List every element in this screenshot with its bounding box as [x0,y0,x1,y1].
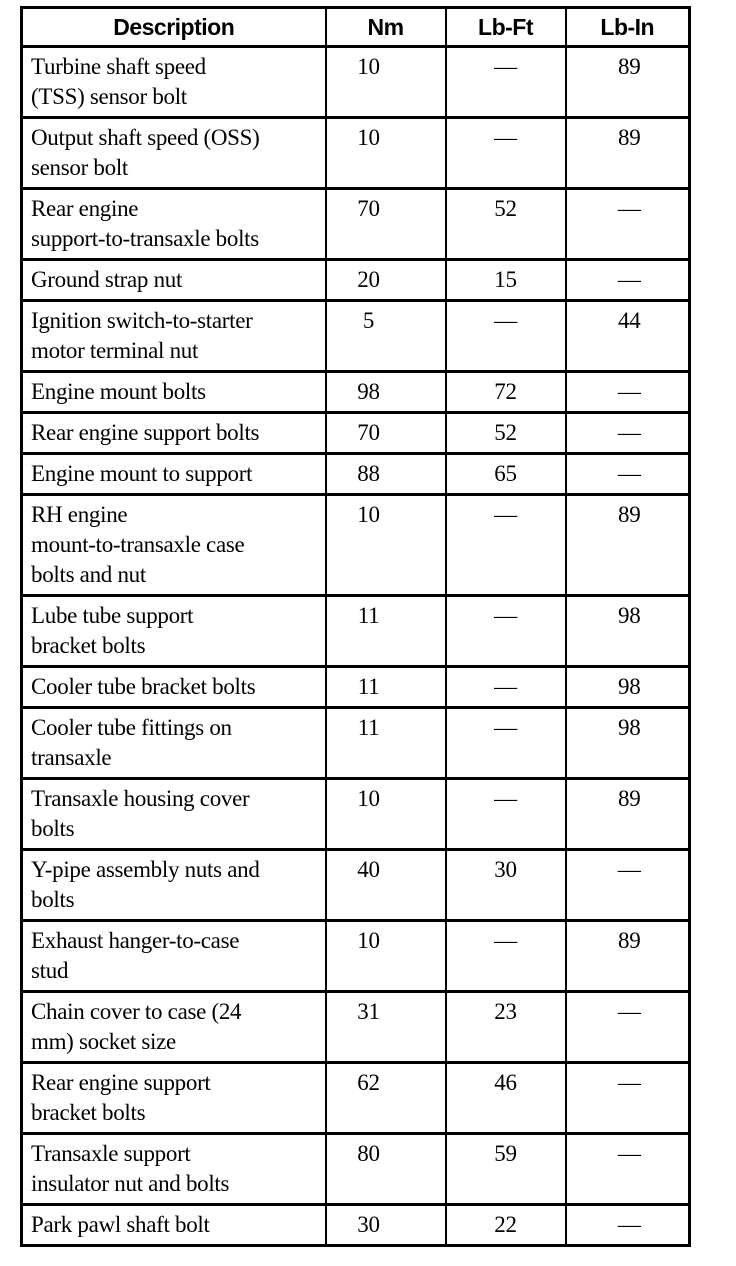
description-line: Exhaust hanger-to-case [31,928,240,953]
description-line: Transaxle support [31,1141,191,1166]
cell-lbin: — [566,454,690,495]
description-line: mm) socket size [31,1029,176,1054]
cell-description [22,454,326,495]
cell-description [22,850,326,921]
cell-lbin: 98 [566,667,690,708]
table-row [22,260,690,301]
cell-lbin: — [566,372,690,413]
cell-lbin: — [566,850,690,921]
cell-lbft: — [446,301,566,372]
description-line: (TSS) sensor bolt [31,84,187,109]
cell-lbin: — [566,1063,690,1134]
description-line: motor terminal nut [31,338,199,363]
cell-lbin: 89 [566,47,690,118]
description-line: Rear engine [31,196,139,221]
table-row [22,921,690,992]
description-line: bolts and nut [31,562,146,587]
cell-lbft: 22 [446,1205,566,1246]
cell-description [22,992,326,1063]
cell-lbin: 89 [566,118,690,189]
description-line: RH engine [31,502,128,527]
table-row [22,596,690,667]
table-row [22,301,690,372]
cell-lbin: 89 [566,495,690,596]
description-line: bolts [31,816,75,841]
description-line: mount-to-transaxle case [31,532,245,557]
table-row [22,1134,690,1205]
description-line: bolts [31,887,75,912]
cell-description [22,301,326,372]
table-row [22,992,690,1063]
cell-nm: 11 [326,667,446,708]
torque-spec-table [20,6,691,1247]
description-line: stud [31,958,69,983]
cell-lbin: — [566,260,690,301]
cell-lbin: 98 [566,596,690,667]
cell-description [22,921,326,992]
cell-lbft: 46 [446,1063,566,1134]
description-line: Park pawl shaft bolt [31,1212,210,1237]
cell-lbft: — [446,47,566,118]
header-lbft: Lb-Ft [446,8,566,47]
description-line: bracket bolts [31,1100,146,1125]
cell-lbft: — [446,667,566,708]
cell-lbin: — [566,1205,690,1246]
cell-description [22,47,326,118]
description-line: transaxle [31,745,112,770]
cell-nm: 98 [326,372,446,413]
description-line: bracket bolts [31,633,146,658]
cell-lbft: 72 [446,372,566,413]
description-line: Ignition switch-to-starter [31,308,253,333]
cell-nm: 10 [326,495,446,596]
cell-lbft: 23 [446,992,566,1063]
cell-description [22,1205,326,1246]
cell-lbft: — [446,779,566,850]
table-row [22,47,690,118]
description-line: support-to-transaxle bolts [31,226,259,251]
cell-description [22,372,326,413]
table-body [22,47,690,1246]
cell-nm: 11 [326,596,446,667]
table-header [22,8,690,47]
table-row [22,189,690,260]
cell-description [22,413,326,454]
cell-nm: 11 [326,708,446,779]
cell-lbft: 59 [446,1134,566,1205]
cell-description [22,495,326,596]
cell-description [22,779,326,850]
table-row [22,413,690,454]
table-row [22,454,690,495]
cell-lbft: 15 [446,260,566,301]
cell-nm: 10 [326,47,446,118]
cell-nm: 30 [326,1205,446,1246]
cell-description [22,596,326,667]
cell-lbin: 44 [566,301,690,372]
table-row [22,118,690,189]
cell-nm: 80 [326,1134,446,1205]
description-line: Engine mount bolts [31,379,206,404]
description-line: Rear engine support bolts [31,420,260,445]
description-line: Chain cover to case (24 [31,999,242,1024]
table-row [22,708,690,779]
table-row [22,1205,690,1246]
cell-nm: 70 [326,189,446,260]
cell-lbft: — [446,921,566,992]
cell-nm: 40 [326,850,446,921]
cell-description [22,1134,326,1205]
table-row [22,779,690,850]
header-description: Description [22,8,326,47]
cell-nm: 10 [326,779,446,850]
description-line: Cooler tube bracket bolts [31,674,256,699]
description-line: Rear engine support [31,1070,211,1095]
cell-lbft: — [446,708,566,779]
cell-lbft: — [446,596,566,667]
cell-nm: 10 [326,118,446,189]
cell-lbin: — [566,1134,690,1205]
table-row [22,372,690,413]
description-line: Engine mount to support [31,461,253,486]
cell-lbft: — [446,118,566,189]
cell-nm: 70 [326,413,446,454]
cell-description [22,189,326,260]
header-row [22,8,690,47]
cell-nm: 10 [326,921,446,992]
cell-lbin: — [566,992,690,1063]
table-row [22,1063,690,1134]
cell-description [22,708,326,779]
description-line: insulator nut and bolts [31,1171,230,1196]
table-row [22,850,690,921]
description-line: Turbine shaft speed [31,54,206,79]
description-line: sensor bolt [31,155,128,180]
description-line: Output shaft speed (OSS) [31,125,260,150]
header-nm: Nm [326,8,446,47]
description-line: Transaxle housing cover [31,786,250,811]
cell-lbin: — [566,189,690,260]
cell-nm: 88 [326,454,446,495]
header-lbin: Lb-In [566,8,690,47]
cell-lbft: — [446,495,566,596]
cell-nm: 31 [326,992,446,1063]
cell-lbft: 52 [446,413,566,454]
cell-lbin: 89 [566,779,690,850]
description-line: Cooler tube fittings on [31,715,232,740]
cell-nm: 5 [326,301,446,372]
cell-lbin: 89 [566,921,690,992]
cell-lbin: 98 [566,708,690,779]
cell-description [22,1063,326,1134]
cell-lbft: 30 [446,850,566,921]
cell-nm: 20 [326,260,446,301]
cell-lbin: — [566,413,690,454]
cell-description [22,118,326,189]
cell-description [22,667,326,708]
description-line: Lube tube support [31,603,194,628]
description-line: Y-pipe assembly nuts and [31,857,260,882]
table-row [22,667,690,708]
cell-nm: 62 [326,1063,446,1134]
table-row [22,495,690,596]
cell-description [22,260,326,301]
cell-lbft: 65 [446,454,566,495]
cell-lbft: 52 [446,189,566,260]
description-line: Ground strap nut [31,267,183,292]
